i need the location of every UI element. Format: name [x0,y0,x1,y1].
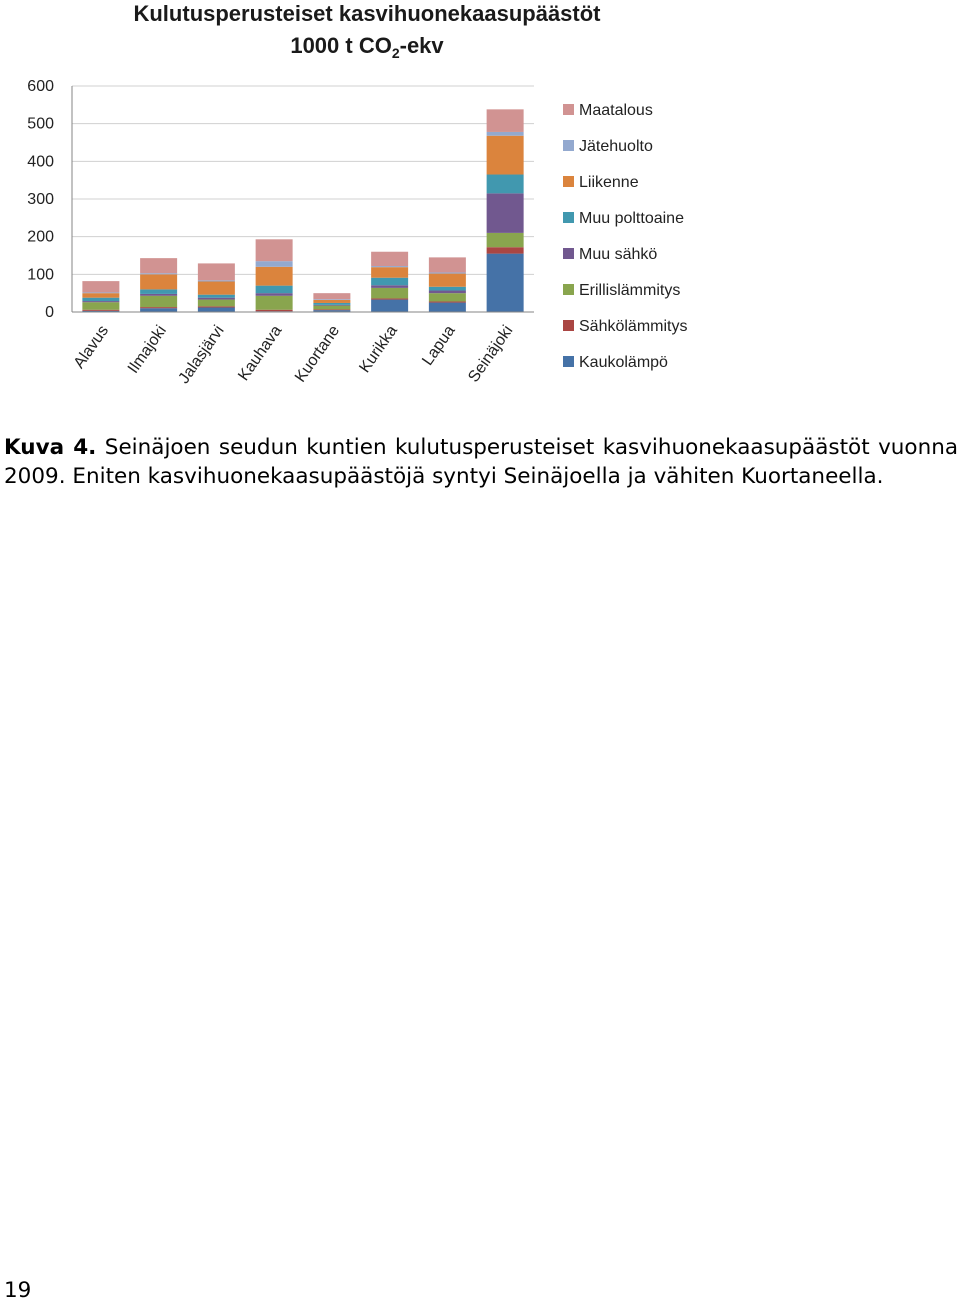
bar-segment [371,266,408,267]
bar-segment [371,267,408,278]
bar-segment [198,281,235,294]
bar-segment [140,289,177,294]
bar-segment [371,298,408,299]
bar-segment [429,301,466,302]
y-tick-label: 0 [45,304,54,321]
bar-segment [371,252,408,266]
bar-segment [313,299,350,300]
bar-segment [140,308,177,312]
bar-segment [140,307,177,308]
bar-segment [313,306,350,310]
bar-segment [198,307,235,312]
bar-segment [429,291,466,294]
bar-segment [82,293,119,298]
bar-segment [429,272,466,273]
bar-segment [487,247,524,253]
bar-segment [256,239,293,261]
legend-swatch [563,212,574,223]
y-tick-label: 300 [27,191,54,208]
bar-segment [313,303,350,305]
category-label: Alavus [70,322,113,372]
bar-segment [82,302,119,310]
bar-segment [371,285,408,288]
y-tick-label: 400 [27,153,54,171]
chart-subtitle [290,33,444,61]
category-label: Kauhava [235,322,286,385]
bar-segment [198,298,235,300]
bar-segment [429,303,466,312]
category-label: Lapua [419,322,459,369]
bar-segment [256,286,293,294]
bar-segment [256,267,293,286]
category-label: Kurikka [356,322,401,377]
chart-title: Kulutusperusteiset kasvihuonekaasupäästöt [133,1,601,26]
category-label: Ilmajoki [124,322,170,377]
legend-label: Sähkölämmitys [579,318,688,335]
bar-segment [313,293,350,299]
legend [563,102,687,371]
y-axis-ticks [27,78,54,321]
bar-segment [198,295,235,298]
subtitle-pre: 1000 t CO [290,33,392,58]
legend-swatch [563,356,574,367]
category-labels [71,322,517,386]
bar-segment [198,306,235,307]
bar-segment [140,274,177,289]
bar-segment [82,310,119,311]
grid-lines [72,86,534,274]
bar-segment [313,305,350,306]
legend-label: Kaukolämpö [579,354,668,371]
category-label: Kuortane [291,322,344,386]
chart [0,0,960,420]
bar-segment [371,300,408,312]
category-label: Jalasjärvi [175,322,228,387]
legend-swatch [563,248,574,259]
legend-swatch [563,320,574,331]
bar-segment [429,287,466,291]
caption-text: Seinäjoen seudun kuntien kulutusperusteiset kasvihuonekaasupäästöt vuonna 2009. Eniten kasvihuonekaasupäästöjä syntyi Seinäjoella ja vähiten Kuortaneella. [4,435,958,489]
bar-segment [487,109,524,132]
legend-swatch [563,140,574,151]
subtitle-sub: 2 [391,45,400,61]
bar-segment [487,193,524,233]
bar-segment [429,293,466,301]
bar-segment [487,233,524,247]
y-tick-label: 600 [27,78,54,95]
bar-segment [313,300,350,303]
bar-segment [487,175,524,194]
y-tick-label: 100 [27,266,54,284]
y-tick-label: 200 [27,228,54,246]
bar-segment [256,310,293,312]
legend-label: Liikenne [579,174,639,191]
legend-swatch [563,104,574,115]
bar-segment [429,257,466,272]
bar-segment [82,281,119,292]
legend-label: Muu sähkö [579,246,658,263]
bar-segment [256,293,293,296]
bar-segment [140,296,177,307]
figure-caption [4,433,958,491]
caption-label: Kuva 4. [4,435,97,460]
bar-segment [487,254,524,312]
bar-segment [371,288,408,299]
subtitle-post: -ekv [399,33,444,58]
legend-label: Erillislämmitys [579,282,681,299]
bars [82,109,523,312]
legend-label: Maatalous [579,102,653,119]
bar-segment [256,296,293,310]
bar-segment [198,263,235,280]
bar-segment [429,274,466,287]
legend-label: Jätehuolto [579,138,653,155]
bar-segment [371,278,408,286]
bar-segment [198,300,235,307]
y-tick-label: 500 [27,115,54,133]
legend-swatch [563,284,574,295]
page-number: 19 [4,1278,32,1303]
bar-segment [82,301,119,302]
legend-label: Muu polttoaine [579,210,684,227]
bar-segment [487,132,524,136]
legend-swatch [563,176,574,187]
bar-segment [487,136,524,175]
bar-segment [313,309,350,310]
bar-segment [82,292,119,293]
bar-segment [256,261,293,267]
bar-segment [140,258,177,273]
bar-segment [82,298,119,301]
bar-segment [198,280,235,281]
bar-segment [140,294,177,296]
category-label: Seinäjoki [465,322,517,386]
bar-segment [140,273,177,274]
